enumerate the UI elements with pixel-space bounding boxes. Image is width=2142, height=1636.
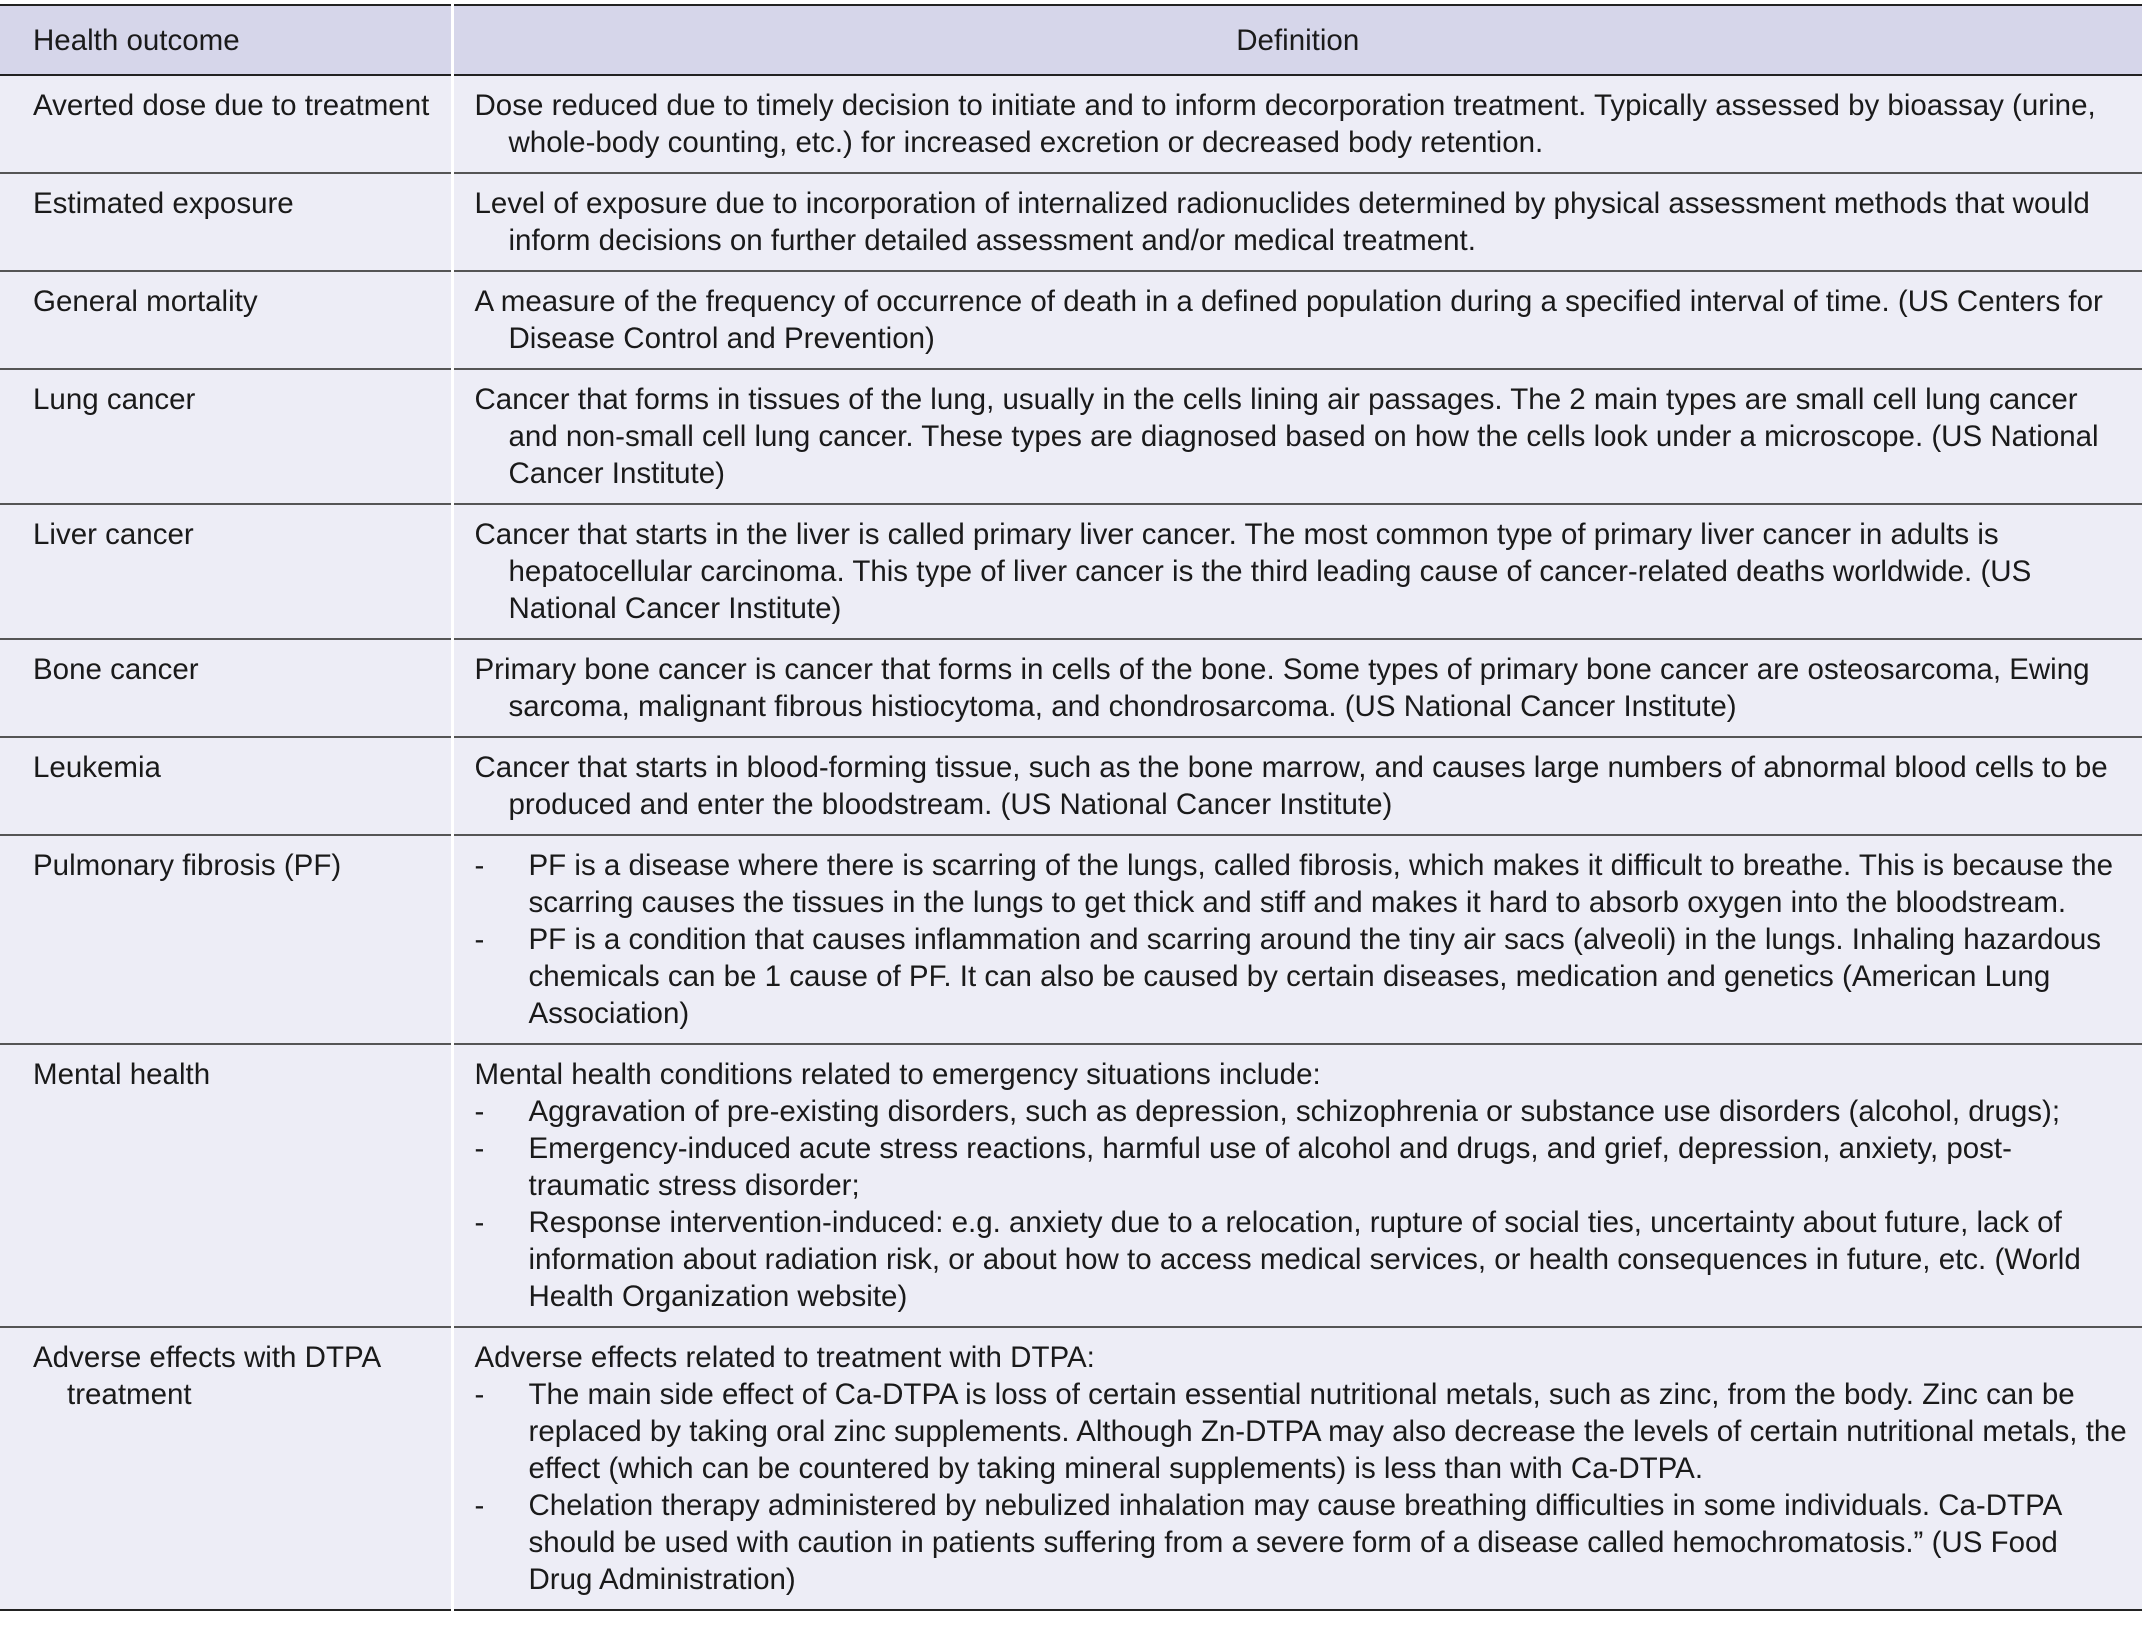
definition-text: Cancer that starts in the liver is called primary liver cancer. The most common type of primary liver cancer in adults is hepatocellular carcinoma. This type of liver cancer is the third leading cause of cancer-related deaths worldwide. (US National Cancer Institute) <box>474 518 2032 625</box>
header-row <box>0 5 2142 75</box>
definition-bullet-item <box>475 1130 2129 1204</box>
table-row <box>0 1044 2142 1327</box>
definition-cell <box>452 173 2142 271</box>
definition-text: Primary bone cancer is cancer that forms in cells of the bone. Some types of primary bone cancer are osteosarcoma, Ewing sarcoma, malignant fibrous histiocytoma, and chondrosarcoma. (US National Cancer Institute) <box>474 653 2090 723</box>
health-outcome-cell <box>0 737 452 835</box>
health-outcome-label: Pulmonary fibrosis (PF) <box>33 849 342 882</box>
table-header <box>0 5 2142 75</box>
health-outcome-label: Liver cancer <box>33 518 194 551</box>
definition-bullet-item <box>475 1204 2129 1315</box>
health-outcome-cell <box>0 75 452 173</box>
bullet-text: Chelation therapy administered by nebulized inhalation may cause breathing difficulties in some individuals. Ca-DTPA should be used with caution in patients suffering from a severe form of a disease called hemochromatosis.” (US Food Drug Administration) <box>528 1489 2061 1596</box>
bullet-marker: - <box>474 1095 485 1128</box>
table-row <box>0 1327 2142 1610</box>
health-outcome-label: Averted dose due to treatment <box>33 89 430 122</box>
definition-bullet-item <box>475 921 2129 1032</box>
definition-cell <box>452 271 2142 369</box>
definition-intro: Adverse effects related to treatment with DTPA: <box>474 1341 1095 1374</box>
bullet-text: Aggravation of pre-existing disorders, such as depression, schizophrenia or substance use disorders (alcohol, drugs); <box>528 1095 2061 1128</box>
header-definition: Definition <box>1236 23 1360 57</box>
bullet-marker: - <box>474 1378 485 1411</box>
bullet-marker: - <box>474 849 485 882</box>
table-body <box>0 75 2142 1610</box>
health-outcome-cell <box>0 835 452 1044</box>
health-outcome-cell <box>0 369 452 504</box>
bullet-marker: - <box>474 1489 485 1522</box>
table-row <box>0 75 2142 173</box>
definition-cell <box>452 1327 2142 1610</box>
bullet-text: Response intervention-induced: e.g. anxiety due to a relocation, rupture of social ties, uncertainty about future, lack of information about radiation risk, or about how to access medical services, or health consequences in future, etc. (World Health Organization website) <box>528 1206 2081 1313</box>
health-outcome-label: Lung cancer <box>33 383 196 416</box>
definition-cell <box>452 504 2142 639</box>
definition-cell <box>452 737 2142 835</box>
definition-text: A measure of the frequency of occurrence of death in a defined population during a specified interval of time. (US Centers for Disease Control and Prevention) <box>474 285 2103 355</box>
table-row <box>0 737 2142 835</box>
definition-intro: Mental health conditions related to emergency situations include: <box>474 1058 1321 1091</box>
definition-text: Cancer that starts in blood-forming tissue, such as the bone marrow, and causes large numbers of abnormal blood cells to be produced and enter the bloodstream. (US National Cancer Institute) <box>474 751 2108 821</box>
table-row <box>0 369 2142 504</box>
health-outcome-label: Mental health <box>33 1058 211 1091</box>
definition-bullet-item <box>475 1487 2129 1598</box>
health-outcome-cell <box>0 1044 452 1327</box>
definition-cell <box>452 835 2142 1044</box>
definition-cell <box>452 1044 2142 1327</box>
definitions-table-container <box>0 4 2142 1611</box>
definition-bullet-item <box>475 1376 2129 1487</box>
health-outcome-cell <box>0 271 452 369</box>
table-row <box>0 173 2142 271</box>
health-outcome-label: Leukemia <box>33 751 161 784</box>
health-outcome-label: General mortality <box>33 285 258 318</box>
bullet-marker: - <box>474 923 485 956</box>
header-health-outcome: Health outcome <box>0 5 452 75</box>
health-outcome-cell <box>0 504 452 639</box>
bullet-marker: - <box>474 1132 485 1165</box>
definition-text: Dose reduced due to timely decision to initiate and to inform decorporation treatment. Typically assessed by bioassay (urine, whole-body counting, etc.) for increased excretion or decreased body retention. <box>474 89 2096 159</box>
definition-bullet-item <box>475 847 2129 921</box>
health-outcome-label: Bone cancer <box>33 653 199 686</box>
bullet-text: PF is a disease where there is scarring of the lungs, called fibrosis, which makes it difficult to breathe. This is because the scarring causes the tissues in the lungs to get thick and stiff and makes it hard to absorb oxygen into the bloodstream. <box>528 849 2113 919</box>
definition-bullet-item <box>475 1093 2129 1130</box>
table-row <box>0 835 2142 1044</box>
health-outcome-label: Adverse effects with DTPA treatment <box>33 1341 380 1411</box>
health-outcome-label: Estimated exposure <box>33 187 294 220</box>
table-row <box>0 271 2142 369</box>
table-row <box>0 639 2142 737</box>
definition-cell <box>452 639 2142 737</box>
bullet-marker: - <box>474 1206 485 1239</box>
health-outcome-cell <box>0 639 452 737</box>
table-row <box>0 504 2142 639</box>
health-outcome-cell <box>0 173 452 271</box>
health-outcome-cell <box>0 1327 452 1610</box>
definition-cell <box>452 369 2142 504</box>
bullet-text: Emergency-induced acute stress reactions, harmful use of alcohol and drugs, and grief, depression, anxiety, post-traumatic stress disorder; <box>528 1132 2012 1202</box>
definition-text: Level of exposure due to incorporation of internalized radionuclides determined by physical assessment methods that would inform decisions on further detailed assessment and/or medical treatment. <box>474 187 2090 257</box>
definition-cell <box>452 75 2142 173</box>
definition-text: Cancer that forms in tissues of the lung, usually in the cells lining air passages. The 2 main types are small cell lung cancer and non-small cell lung cancer. These types are diagnosed based on how the cells look under a microscope. (US National Cancer Institute) <box>474 383 2099 490</box>
bullet-text: PF is a condition that causes inflammation and scarring around the tiny air sacs (alveoli) in the lungs. Inhaling hazardous chemicals can be 1 cause of PF. It can also be caused by certain diseases, medication and genetics (American Lung Association) <box>528 923 2102 1030</box>
definitions-table <box>0 4 2142 1611</box>
bullet-text: The main side effect of Ca-DTPA is loss of certain essential nutritional metals, such as zinc, from the body. Zinc can be replaced by taking oral zinc supplements. Although Zn-DTPA may also decrease the levels of certain nutritional metals, the effect (which can be countered by taking mineral supplements) is less than with Ca-DTPA. <box>528 1378 2127 1485</box>
